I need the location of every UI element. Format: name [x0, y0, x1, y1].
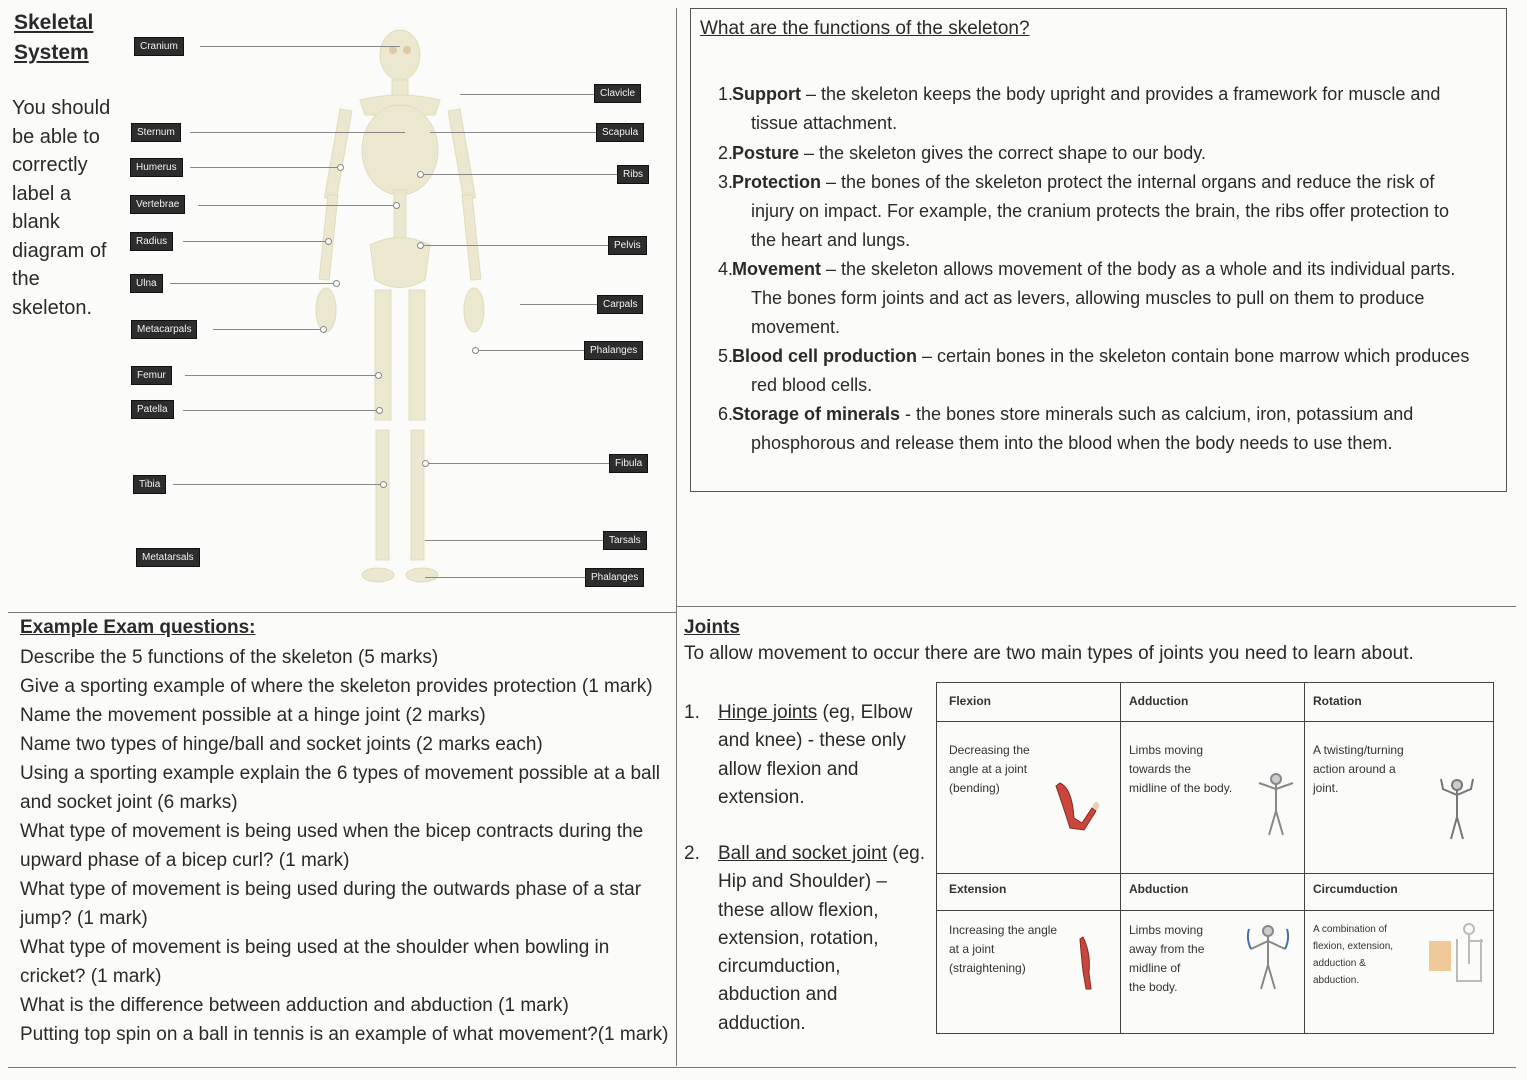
abduction-figure-illustration: [1245, 923, 1291, 993]
desc-line: Limbs moving: [1129, 743, 1204, 757]
functions-title: What are the functions of the skeleton?: [700, 18, 1030, 39]
function-text: – the skeleton keeps the body upright and provides a framework for muscle and: [801, 84, 1441, 104]
desc-line: towards the: [1129, 762, 1192, 776]
joint-text: (eg, Elbow: [817, 702, 913, 723]
intro-line: diagram of: [12, 239, 107, 262]
leader-line: [425, 463, 609, 464]
label-cranium: Cranium: [134, 37, 184, 56]
label-pelvis: Pelvis: [608, 236, 647, 255]
exam-title: Example Exam questions:: [20, 617, 256, 638]
intro-line: You should: [12, 97, 111, 119]
table-divider: [937, 873, 1493, 874]
function-text: – the bones of the skeleton protect the internal organs and reduce the risk of: [821, 172, 1435, 192]
leader-line: [420, 174, 617, 175]
leader-dot: [337, 164, 344, 171]
intro-line: be able to: [12, 125, 100, 148]
desc-line: A combination of: [1313, 924, 1387, 935]
ball-socket-joint-term: Ball and socket joint: [718, 843, 887, 864]
movement-table: [936, 682, 1494, 1034]
skeletal-title-line2: System: [14, 41, 89, 64]
function-text: injury on impact. For example, the cranium protects the brain, the ribs offer protection to: [751, 201, 1450, 221]
leader-dot: [325, 238, 332, 245]
function-text: – certain bones in the skeleton contain bone marrow which produces: [917, 346, 1470, 366]
hinge-joint-term: Hinge joints: [718, 702, 818, 723]
label-femur: Femur: [131, 366, 172, 385]
leader-line: [425, 577, 585, 578]
leader-dot: [376, 407, 383, 414]
exam-question: What type of movement is being used when the bicep contracts during the: [20, 821, 644, 842]
joint-text: adduction.: [718, 1012, 806, 1034]
function-text: – the skeleton allows movement of the body as a whole and its individual parts.: [821, 259, 1456, 279]
table-divider: [937, 721, 1493, 722]
function-term: Protection: [732, 172, 822, 192]
desc-line: adduction &: [1313, 958, 1366, 969]
joint-text: extension, rotation,: [718, 927, 879, 949]
divider-horizontal-left: [8, 612, 676, 613]
movement-desc-rotation: [1313, 741, 1404, 798]
function-number: 5.: [718, 346, 734, 366]
extension-arm-illustration: [1077, 933, 1097, 993]
function-text: red blood cells.: [751, 375, 873, 395]
joint-text: these allow flexion,: [718, 899, 879, 921]
desc-line: the body.: [1129, 980, 1178, 994]
label-humerus: Humerus: [130, 158, 183, 177]
leader-line: [198, 205, 396, 206]
leader-line: [173, 484, 383, 485]
function-text: – the skeleton gives the correct shape to our body.: [799, 143, 1206, 163]
leader-line: [170, 283, 336, 284]
leader-line: [183, 241, 328, 242]
exam-question: Describe the 5 functions of the skeleton (5 marks): [20, 647, 439, 668]
skeletal-title: [14, 8, 93, 68]
intro-line: the: [12, 268, 40, 290]
function-text: The bones form joints and act as levers, allowing muscles to pull on them to produce: [751, 288, 1425, 308]
desc-line: (straightening): [949, 961, 1026, 975]
desc-line: at a joint: [949, 942, 995, 956]
label-clavicle: Clavicle: [594, 84, 641, 103]
function-item: [718, 400, 1493, 458]
function-item: [718, 168, 1493, 255]
label-scapula: Scapula: [596, 123, 644, 142]
movement-desc-circumduction: [1313, 921, 1393, 989]
joint-text: allow flexion and: [718, 758, 859, 780]
leader-line: [213, 329, 323, 330]
intro-line: blank: [12, 211, 60, 233]
label-carpals: Carpals: [597, 295, 643, 314]
movement-desc-adduction: [1129, 741, 1232, 798]
exam-question: Give a sporting example of where the skeleton provides protection (1 mark): [20, 676, 653, 697]
exam-question: What type of movement is being used at the shoulder when bowling in: [20, 937, 610, 958]
leader-dot: [393, 202, 400, 209]
function-term: Storage of minerals: [732, 404, 901, 424]
leader-line: [430, 132, 596, 133]
label-tibia: Tibia: [133, 475, 166, 494]
label-phalanges-foot: Phalanges: [585, 568, 644, 587]
movement-desc-extension: [949, 921, 1057, 978]
intro-line: skeleton.: [12, 296, 93, 319]
circumduction-illustration: [1427, 919, 1489, 989]
label-fibula: Fibula: [609, 454, 648, 473]
flexion-arm-illustration: [1052, 778, 1102, 838]
skeletal-intro: [12, 94, 122, 322]
function-number: 3.: [718, 172, 734, 192]
exam-question: Name the movement possible at a hinge joint (2 marks): [20, 705, 486, 726]
leader-line: [185, 375, 378, 376]
label-metatarsals: Metatarsals: [136, 548, 200, 567]
exam-question: and socket joint (6 marks): [20, 792, 238, 813]
exam-question: Using a sporting example explain the 6 types of movement possible at a ball: [20, 763, 661, 784]
exam-question: What is the difference between adduction and abduction (1 mark): [20, 995, 569, 1016]
leader-dot: [320, 326, 327, 333]
label-ulna: Ulna: [130, 274, 163, 293]
function-text: movement.: [751, 317, 841, 337]
function-number: 1.: [718, 84, 734, 104]
hinge-joint-text: [684, 699, 924, 812]
function-text: tissue attachment.: [751, 113, 898, 133]
desc-line: midline of: [1129, 961, 1181, 975]
joint-text: abduction and: [718, 984, 838, 1006]
leader-line: [420, 245, 608, 246]
joint-text: circumduction,: [718, 956, 841, 978]
joint-text: Hip and Shoulder) –: [718, 871, 887, 893]
desc-line: A twisting/turning: [1313, 743, 1404, 757]
table-divider: [937, 910, 1493, 911]
function-term: Support: [732, 84, 801, 104]
exam-question: What type of movement is being used during the outwards phase of a star: [20, 879, 642, 900]
leader-dot: [422, 460, 429, 467]
function-item: [718, 342, 1493, 400]
exam-questions: [20, 643, 670, 1049]
desc-line: joint.: [1313, 781, 1339, 795]
desc-line: action around a: [1313, 762, 1396, 776]
leader-line: [460, 94, 594, 95]
function-number: 2.: [718, 143, 734, 163]
joint-text: and knee) - these only: [718, 730, 907, 752]
ball-socket-joint-text: [684, 840, 929, 1038]
movement-name-extension: Extension: [949, 882, 1007, 896]
leader-dot: [417, 171, 424, 178]
movement-name-flexion: Flexion: [949, 694, 992, 708]
label-metacarpals: Metacarpals: [131, 320, 197, 339]
leader-line: [190, 167, 340, 168]
joints-title: Joints: [684, 617, 740, 638]
leader-dot: [333, 280, 340, 287]
exam-question: Putting top spin on a ball in tennis is an example of what movement?(1 mark): [20, 1024, 669, 1045]
divider-vertical: [676, 8, 677, 1066]
movement-name-adduction: Adduction: [1129, 694, 1189, 708]
table-divider: [1304, 683, 1305, 1033]
label-ribs: Ribs: [617, 165, 649, 184]
function-number: 4.: [718, 259, 734, 279]
divider-horizontal-right: [676, 606, 1516, 607]
desc-line: Limbs moving: [1129, 923, 1204, 937]
adduction-figure-illustration: [1255, 771, 1297, 839]
leader-line: [200, 46, 400, 47]
label-sternum: Sternum: [131, 123, 181, 142]
label-patella: Patella: [131, 400, 174, 419]
function-item: [718, 255, 1493, 342]
function-term: Blood cell production: [732, 346, 917, 366]
label-radius: Radius: [130, 232, 173, 251]
function-text: phosphorous and release them into the blood when the body needs to use them.: [751, 433, 1393, 453]
desc-line: angle at a joint: [949, 762, 1028, 776]
leader-line: [425, 540, 603, 541]
leader-line: [520, 304, 597, 305]
function-item: [718, 139, 1493, 168]
label-tarsals: Tarsals: [603, 531, 647, 550]
exam-question: Name two types of hinge/ball and socket joints (2 marks each): [20, 734, 543, 755]
leader-line: [475, 350, 584, 351]
desc-line: flexion, extension,: [1313, 941, 1394, 952]
label-phalanges-hand: Phalanges: [584, 341, 643, 360]
function-text: - the bones store minerals such as calcium, iron, potassium and: [900, 404, 1414, 424]
desc-line: (bending): [949, 781, 1000, 795]
exam-question: cricket? (1 mark): [20, 966, 162, 987]
desc-line: Decreasing the: [949, 743, 1030, 757]
leader-line: [190, 132, 405, 133]
desc-line: midline of the body.: [1129, 781, 1233, 795]
intro-line: label a: [12, 182, 71, 205]
leader-dot: [472, 347, 479, 354]
exam-question: jump? (1 mark): [20, 908, 148, 929]
movement-name-abduction: Abduction: [1129, 882, 1189, 896]
joint-text: extension.: [718, 786, 805, 808]
movement-desc-abduction: [1129, 921, 1204, 997]
function-number: 6.: [718, 404, 734, 424]
label-vertebrae: Vertebrae: [130, 195, 185, 214]
exam-question: upward phase of a bicep curl? (1 mark): [20, 850, 350, 871]
skeletal-title-line1: Skeletal: [14, 11, 94, 34]
desc-line: abduction.: [1313, 975, 1360, 986]
movement-desc-flexion: [949, 741, 1030, 798]
leader-dot: [380, 481, 387, 488]
leader-line: [183, 410, 379, 411]
function-text: the heart and lungs.: [751, 230, 911, 250]
table-divider: [1120, 683, 1121, 1033]
list-number: 2.: [684, 843, 700, 864]
desc-line: Increasing the angle: [949, 923, 1058, 937]
movement-name-rotation: Rotation: [1313, 694, 1362, 708]
joint-text: (eg.: [887, 843, 926, 864]
skeleton-diagram: [290, 10, 520, 600]
movement-name-circumduction: Circumduction: [1313, 882, 1398, 896]
leader-dot: [375, 372, 382, 379]
function-term: Movement: [732, 259, 822, 279]
joints-intro: To allow movement to occur there are two main types of joints you need to learn about.: [684, 643, 1414, 664]
intro-line: correctly: [12, 154, 88, 176]
rotation-figure-illustration: [1437, 775, 1477, 841]
desc-line: away from the: [1129, 942, 1205, 956]
leader-dot: [417, 242, 424, 249]
list-number: 1.: [684, 702, 700, 723]
function-item: [718, 80, 1493, 138]
function-term: Posture: [732, 143, 800, 163]
divider-bottom: [8, 1067, 1516, 1068]
